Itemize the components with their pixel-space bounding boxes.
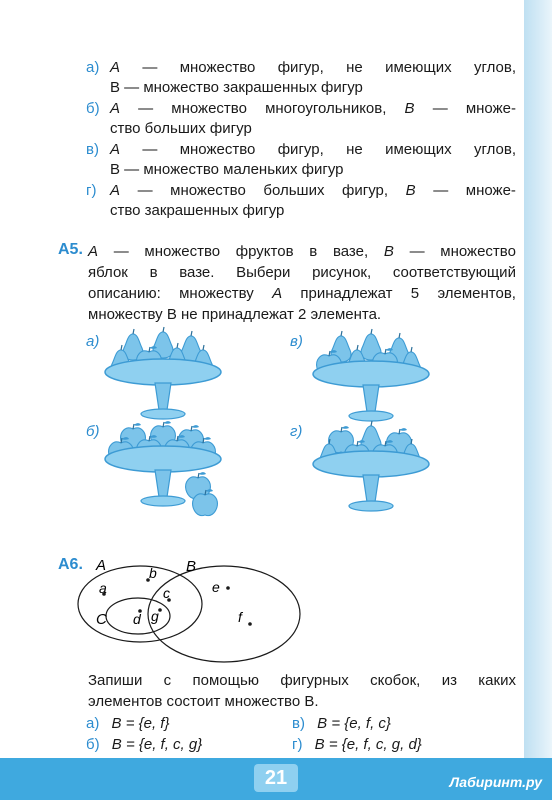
a6-text-line1: Запиши с помощью фигурных скобок, из каких [88,672,516,689]
option-a4-c-line1: А — множество фигур, не имеющих углов, [110,141,516,158]
picture-label-a: а) [86,333,100,350]
element-a: a [99,580,107,596]
set-label-a: A [96,557,107,574]
set-label-b: B [186,558,197,575]
option-a4-c-line2: В — множество маленьких фигур [110,161,344,178]
option-label: б) [86,100,100,117]
element-g: g [151,608,159,624]
option-label: в) [86,141,99,158]
page-number: 21 [254,764,298,792]
vase-a [105,327,221,419]
element-d: d [133,611,141,627]
set-a-ellipse [78,566,202,642]
element-c: c [163,585,170,601]
vase-c [313,329,429,421]
a5-text-line3: описанию: множеству А принадлежат 5 элементов, [88,285,516,302]
picture-label-d: г) [290,423,303,440]
answer-g: г) B = {e, f, c, g, d} [292,736,422,753]
option-a4-b-line2: ство больших фигур [110,120,252,137]
option-a4-b-line1: А — множество многоугольников, В — множе- [110,100,516,117]
a5-text-line1: А — множество фруктов в вазе, В — множество [88,243,516,260]
option-a4-d-line2: ство закрашенных фигур [110,202,285,219]
task-number-a6: А6. [58,556,83,573]
answer-v: в) B = {e, f, c} [292,715,391,732]
set-b-ellipse [148,566,300,662]
option-label: г) [86,182,97,199]
vase-d [313,421,429,511]
a5-text-line2: яблок в вазе. Выбери рисунок, соответствующий [88,264,516,281]
venn-diagram [78,557,300,662]
answer-b: б) B = {e, f, c, g} [86,736,203,753]
a5-text-line4: множеству В не принадлежат 2 элемента. [88,306,382,323]
set-label-c: C [96,611,107,628]
element-e: e [212,579,220,595]
task-number-a5: А5. [58,241,83,258]
picture-label-c: в) [290,333,303,350]
option-label: а) [86,59,100,76]
answer-a: а) B = {e, f} [86,715,170,732]
watermark-logo: Лабиринт.ру [449,774,542,790]
option-a4-a-line2: В — множество закрашенных фигур [110,79,363,96]
option-a4-a-line1: А — множество фигур, не имеющих углов, [110,59,516,76]
element-b: b [149,565,157,581]
apples-outside [186,472,218,516]
a6-text-line2: элементов состоит множество В. [88,693,319,710]
picture-label-b: б) [86,423,100,440]
option-a4-d-line1: А — множество больших фигур, В — множе- [110,182,516,199]
element-f: f [238,609,242,625]
